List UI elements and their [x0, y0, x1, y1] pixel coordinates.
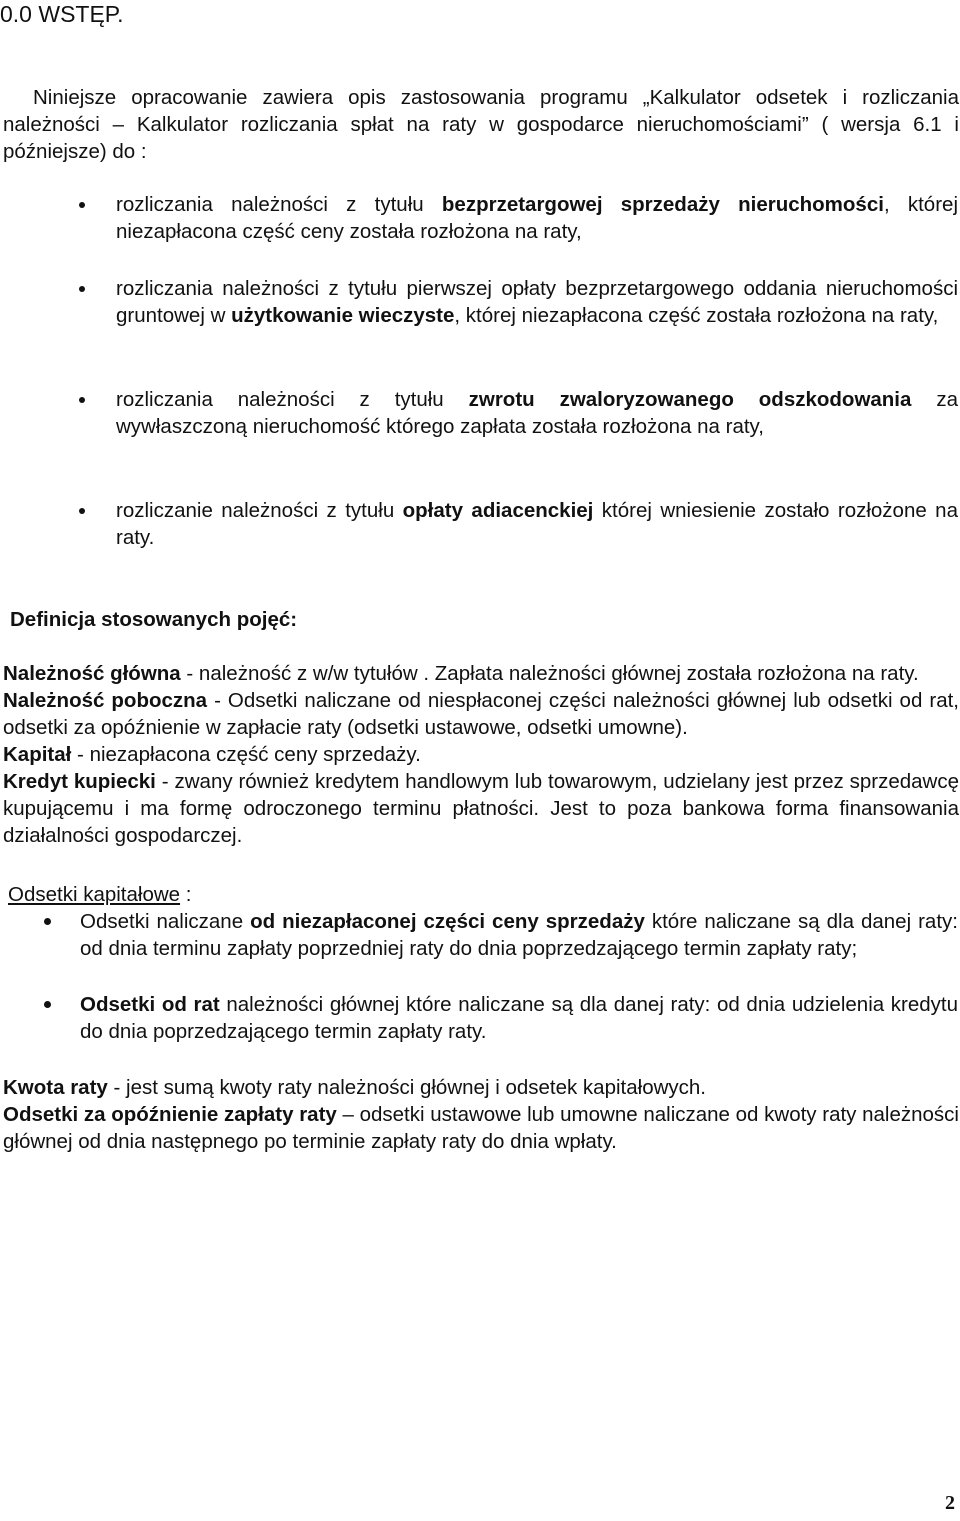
- list-item-text: Odsetki naliczane: [80, 910, 251, 933]
- list-item-text: rozliczania należności z tytułu: [116, 193, 442, 216]
- definition-text: - zwany również kredytem handlowym lub towarowym, udzielany jest przez sprzedawcę kupującemu i ma formę odroczonego terminu płatności. Jest to poza bankowa forma finansowania działalności gospodarczej.: [3, 770, 959, 847]
- list-item: [116, 497, 958, 551]
- intro-paragraph: Niniejsze opracowanie zawiera opis zastosowania programu „Kalkulator odsetek i rozliczania należności – Kalkulator rozliczania spłat na raty w gospodarce nieruchomościami” ( wersja 6.1 i późniejsze) do :: [3, 86, 959, 163]
- definition-item: [3, 768, 959, 849]
- list-item-text: , której niezapłacona część została rozłożona na raty,: [454, 304, 939, 327]
- bullet-icon: [44, 1001, 51, 1008]
- list-item-bold: od niezapłaconej części ceny sprzedaży: [250, 910, 645, 933]
- definition-term: Kredyt kupiecki: [3, 770, 156, 793]
- definition-text: – odsetki ustawowe lub umowne naliczane od kwoty raty należności głównej od dnia następnego po terminie zapłaty raty do dnia wpłaty.: [3, 1103, 959, 1153]
- definition-text: - niezapłacona część ceny sprzedaży.: [71, 743, 421, 766]
- list-item-bold: Odsetki od rat: [80, 993, 220, 1016]
- list-item: [116, 386, 958, 440]
- list-item-bold: użytkowanie wieczyste: [231, 304, 455, 327]
- list-item: [116, 275, 958, 329]
- list-item-text: , której niezapłacona część ceny została rozłożona na raty,: [116, 193, 958, 243]
- definition-term: Należność główna: [3, 662, 181, 685]
- list-item: [80, 908, 958, 962]
- definition-item: [3, 1101, 959, 1155]
- section-heading: 0.0 WSTĘP.: [0, 1, 124, 27]
- list-item-bold: bezprzetargowej sprzedaży nieruchomości: [441, 193, 884, 216]
- definition-term: Odsetki za opóźnienie zapłaty raty: [3, 1103, 337, 1126]
- list-item-text: za wywłaszczoną nieruchomość którego zapłata została rozłożona na raty,: [116, 388, 958, 438]
- bullet-icon: [79, 286, 85, 292]
- list-item-text: które naliczane są dla danej raty: od dnia terminu zapłaty poprzedniej raty do dnia poprzedzającego termin zapłaty raty;: [80, 910, 958, 960]
- list-item: [80, 991, 958, 1045]
- list-item-bold: zwrotu zwaloryzowanego odszkodowania: [468, 388, 912, 411]
- definition-item: [3, 687, 959, 741]
- definition-item: [3, 660, 959, 687]
- list-item-text: rozliczania należności z tytułu: [116, 388, 469, 411]
- interest-title: [8, 881, 191, 908]
- page-number: 2: [945, 1492, 955, 1514]
- definition-item: [3, 741, 959, 768]
- definitions-block: [3, 660, 959, 849]
- definition-text: - należność z w/w tytułów . Zapłata należności głównej została rozłożona na raty.: [180, 662, 919, 685]
- definition-term: Należność poboczna: [3, 689, 208, 712]
- final-definitions-block: [3, 1074, 959, 1155]
- list-item-text: rozliczania należności z tytułu pierwszej opłaty bezprzetargowego oddania nieruchomości gruntowej w: [116, 277, 958, 327]
- bullet-icon: [79, 202, 85, 208]
- definition-item: [3, 1074, 959, 1101]
- bullet-icon: [44, 918, 51, 925]
- definition-text: - jest sumą kwoty raty należności głównej i odsetek kapitałowych.: [107, 1076, 706, 1099]
- definition-text: - Odsetki naliczane od niespłaconej części należności głównej lub odsetki od rat, odsetki za opóźnienie w zapłacie raty (odsetki ustawowe, odsetki umowne).: [3, 689, 959, 739]
- interest-title-text: Odsetki kapitałowe: [8, 883, 181, 906]
- definitions-title: Definicja stosowanych pojęć:: [10, 608, 298, 631]
- list-item: [116, 191, 958, 245]
- list-item-bold: opłaty adiacenckiej: [402, 499, 594, 522]
- definition-term: Kwota raty: [3, 1076, 108, 1099]
- bullet-icon: [79, 508, 85, 514]
- list-item-text: której wniesienie zostało rozłożone na raty.: [116, 499, 958, 549]
- interest-title-suffix: :: [180, 883, 192, 906]
- list-item-text: rozliczanie należności z tytułu: [116, 499, 403, 522]
- bullet-icon: [79, 397, 85, 403]
- list-item-text: należności głównej które naliczane są dla danej raty: od dnia udzielenia kredytu do dnia poprzedzającego termin zapłaty raty.: [80, 993, 959, 1043]
- definition-term: Kapitał: [3, 743, 72, 766]
